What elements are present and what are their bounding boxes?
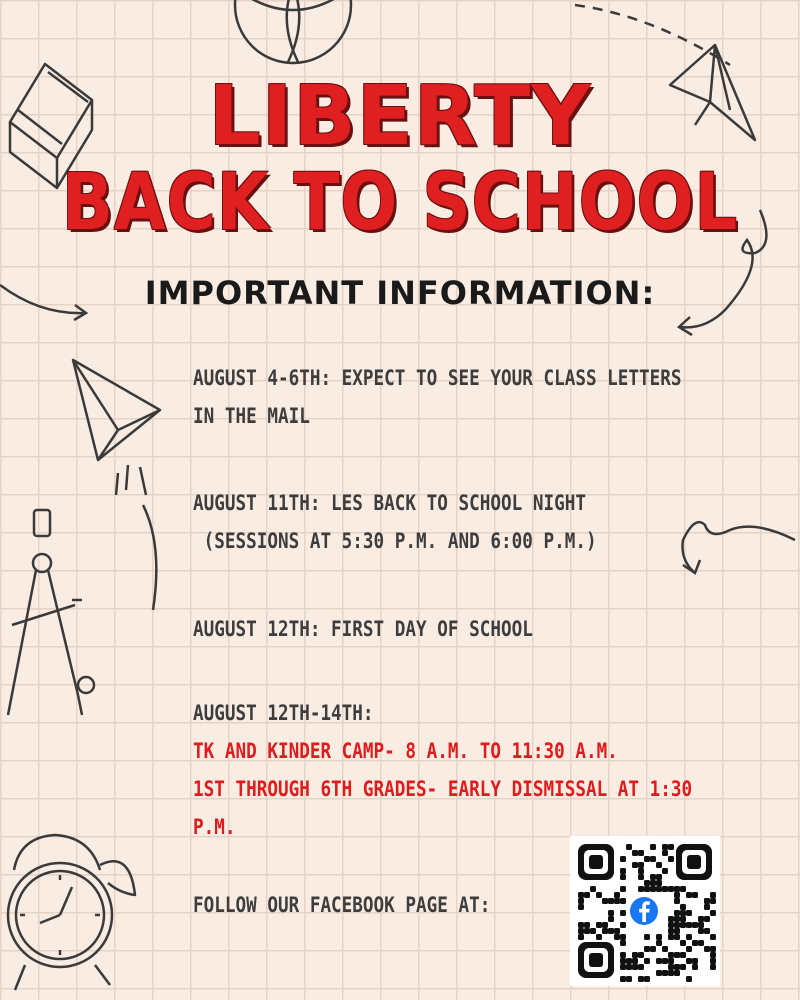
dashed-path-icon (570, 0, 740, 70)
info-item-1 (193, 359, 697, 435)
info-item-3 (193, 610, 697, 648)
qr-code[interactable] (570, 836, 720, 986)
info-item-1-line-1: AUGUST 4-6TH: EXPECT TO SEE YOUR CLASS LETTERS (193, 366, 682, 390)
info-item-4-red-line-1: TK AND KINDER CAMP- 8 A.M. TO 11:30 A.M. (193, 739, 618, 763)
info-item-2-line-1: AUGUST 11TH: LES BACK TO SCHOOL NIGHT (193, 491, 586, 515)
compass-icon (0, 505, 110, 720)
info-item-4-red-line-3: P.M. (193, 815, 236, 839)
info-item-1-line-2: IN THE MAIL (193, 404, 310, 428)
info-item-4-heading: AUGUST 12TH-14TH: (193, 701, 374, 725)
important-info-heading: IMPORTANT INFORMATION: (144, 274, 656, 312)
alarm-clock-icon (0, 825, 150, 1000)
info-item-3-line-1: AUGUST 12TH: FIRST DAY OF SCHOOL (193, 617, 533, 641)
info-item-4-red-line-2: 1ST THROUGH 6TH GRADES- EARLY DISMISSAL AT 1:30 (193, 777, 693, 801)
info-item-2 (193, 484, 697, 560)
facebook-icon (627, 894, 661, 928)
basketball-icon (228, 0, 358, 65)
title-line-2: BACK TO SCHOOL (61, 158, 739, 248)
info-item-2-line-2: (SESSIONS AT 5:30 P.M. AND 6:00 P.M.) (193, 529, 597, 553)
info-item-4 (193, 694, 697, 846)
follow-facebook-label: FOLLOW OUR FACEBOOK PAGE AT: (193, 893, 491, 917)
title-line-1: LIBERTY (208, 69, 592, 164)
